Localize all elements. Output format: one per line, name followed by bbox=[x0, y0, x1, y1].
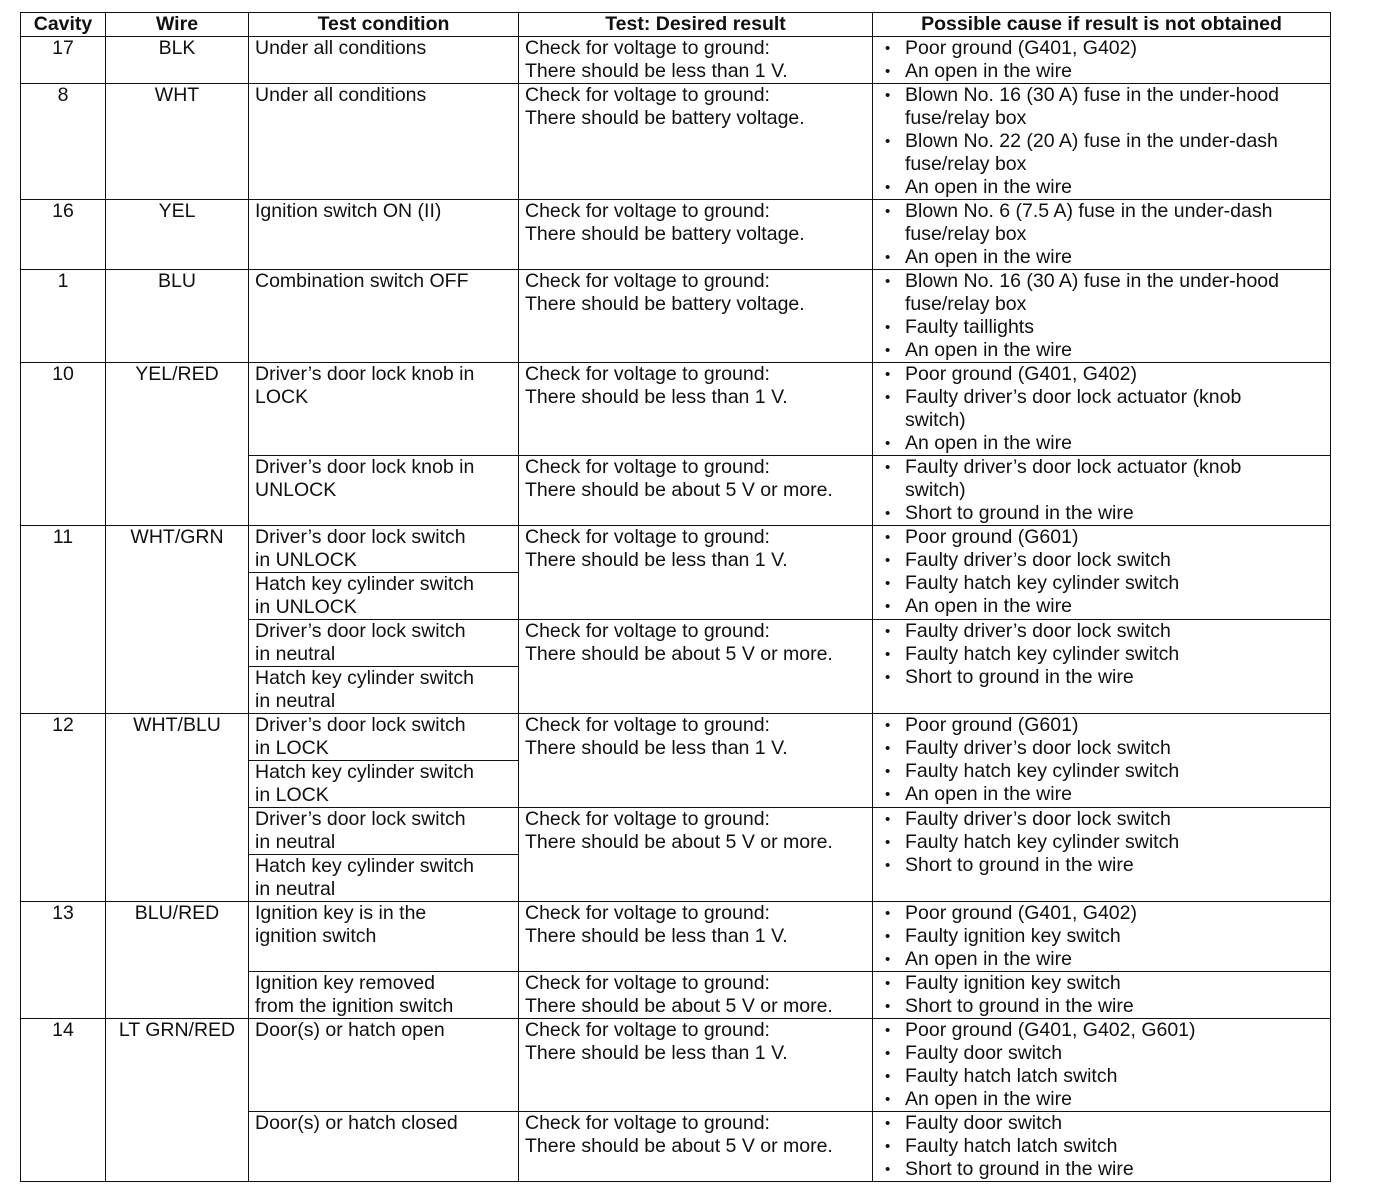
result-line: There should be about 5 V or more. bbox=[525, 831, 833, 853]
list-item bbox=[879, 595, 1324, 618]
result-line: There should be battery voltage. bbox=[525, 223, 805, 245]
condition-line: Hatch key cylinder switch bbox=[255, 761, 474, 783]
wire-color: BLU bbox=[106, 270, 249, 363]
possible-causes bbox=[873, 808, 1331, 902]
result-line: There should be about 5 V or more. bbox=[525, 995, 833, 1017]
table-row bbox=[21, 1019, 1331, 1112]
result-line: There should be less than 1 V. bbox=[525, 386, 788, 408]
test-condition bbox=[249, 363, 519, 456]
possible-causes bbox=[873, 1019, 1331, 1112]
bullet-icon: • bbox=[885, 763, 891, 780]
condition-line: in neutral bbox=[255, 643, 336, 665]
cause-line: Faulty ignition key switch bbox=[905, 972, 1121, 994]
bullet-icon: • bbox=[885, 1161, 891, 1178]
list-item bbox=[879, 176, 1324, 199]
cause-line: Faulty driver’s door lock switch bbox=[905, 620, 1171, 642]
bullet-icon: • bbox=[885, 623, 891, 640]
wire-color: YEL/RED bbox=[106, 363, 249, 526]
cause-line: An open in the wire bbox=[905, 783, 1072, 805]
condition-line: Door(s) or hatch closed bbox=[255, 1112, 458, 1134]
condition-line: in UNLOCK bbox=[255, 549, 357, 571]
desired-result bbox=[519, 363, 873, 456]
condition-line: ignition switch bbox=[255, 925, 377, 947]
possible-causes bbox=[873, 1112, 1331, 1182]
list-item bbox=[879, 130, 1324, 176]
cause-list bbox=[879, 972, 1324, 1018]
bullet-icon: • bbox=[885, 87, 891, 104]
list-item bbox=[879, 386, 1324, 432]
table-row bbox=[21, 84, 1331, 200]
list-item bbox=[879, 666, 1324, 689]
table-row bbox=[21, 714, 1331, 761]
cavity-number: 12 bbox=[21, 714, 106, 902]
list-item bbox=[879, 995, 1324, 1018]
bullet-icon: • bbox=[885, 505, 891, 522]
bullet-icon: • bbox=[885, 203, 891, 220]
cause-line: fuse/relay box bbox=[905, 153, 1027, 175]
test-condition bbox=[249, 200, 519, 270]
result-line: There should be battery voltage. bbox=[525, 293, 805, 315]
bullet-icon: • bbox=[885, 857, 891, 874]
condition-line: in LOCK bbox=[255, 737, 329, 759]
list-item bbox=[879, 643, 1324, 666]
cause-list bbox=[879, 526, 1324, 618]
result-line: Check for voltage to ground: bbox=[525, 1019, 770, 1041]
cause-line: Faulty door switch bbox=[905, 1042, 1063, 1064]
cause-line: switch) bbox=[905, 479, 966, 501]
cause-line: Poor ground (G601) bbox=[905, 714, 1079, 736]
list-item bbox=[879, 339, 1324, 362]
possible-causes bbox=[873, 456, 1331, 526]
result-line: There should be less than 1 V. bbox=[525, 1042, 788, 1064]
table-row bbox=[21, 902, 1331, 972]
list-item bbox=[879, 1019, 1324, 1042]
cause-line: Faulty hatch key cylinder switch bbox=[905, 572, 1180, 594]
cause-line: fuse/relay box bbox=[905, 223, 1027, 245]
test-condition bbox=[249, 620, 519, 667]
cause-list bbox=[879, 200, 1324, 269]
condition-line: Ignition key removed bbox=[255, 972, 435, 994]
list-item bbox=[879, 760, 1324, 783]
result-line: Check for voltage to ground: bbox=[525, 1112, 770, 1134]
cause-list bbox=[879, 363, 1324, 455]
test-condition bbox=[249, 855, 519, 902]
result-line: There should be less than 1 V. bbox=[525, 60, 788, 82]
bullet-icon: • bbox=[885, 179, 891, 196]
possible-causes bbox=[873, 37, 1331, 84]
condition-line: in neutral bbox=[255, 831, 336, 853]
condition-line: from the ignition switch bbox=[255, 995, 454, 1017]
result-line: There should be about 5 V or more. bbox=[525, 1135, 833, 1157]
result-line: There should be less than 1 V. bbox=[525, 737, 788, 759]
header-possible-cause: Possible cause if result is not obtained bbox=[873, 13, 1331, 37]
cause-line: Faulty hatch key cylinder switch bbox=[905, 643, 1180, 665]
result-line: Check for voltage to ground: bbox=[525, 526, 770, 548]
cause-line: An open in the wire bbox=[905, 432, 1072, 454]
bullet-icon: • bbox=[885, 1022, 891, 1039]
cause-line: Blown No. 16 (30 A) fuse in the under-hood bbox=[905, 270, 1279, 292]
list-item bbox=[879, 737, 1324, 760]
table-row bbox=[21, 37, 1331, 84]
bullet-icon: • bbox=[885, 928, 891, 945]
cause-line: An open in the wire bbox=[905, 176, 1072, 198]
list-item bbox=[879, 363, 1324, 386]
desired-result bbox=[519, 620, 873, 714]
wire-color: BLU/RED bbox=[106, 902, 249, 1019]
bullet-icon: • bbox=[885, 435, 891, 452]
bullet-icon: • bbox=[885, 598, 891, 615]
desired-result bbox=[519, 526, 873, 620]
cause-list bbox=[879, 1019, 1324, 1111]
desired-result bbox=[519, 456, 873, 526]
test-condition bbox=[249, 714, 519, 761]
list-item bbox=[879, 1112, 1324, 1135]
cavity-number: 1 bbox=[21, 270, 106, 363]
cause-line: Faulty driver’s door lock actuator (knob bbox=[905, 456, 1242, 478]
result-line: There should be less than 1 V. bbox=[525, 925, 788, 947]
bullet-icon: • bbox=[885, 669, 891, 686]
test-condition bbox=[249, 808, 519, 855]
cause-line: Faulty driver’s door lock switch bbox=[905, 737, 1171, 759]
list-item bbox=[879, 84, 1324, 130]
cause-line: Faulty taillights bbox=[905, 316, 1034, 338]
list-item bbox=[879, 1088, 1324, 1111]
possible-causes bbox=[873, 84, 1331, 200]
cause-line: Short to ground in the wire bbox=[905, 502, 1134, 524]
cause-line: An open in the wire bbox=[905, 948, 1072, 970]
result-line: There should be less than 1 V. bbox=[525, 549, 788, 571]
possible-causes bbox=[873, 200, 1331, 270]
cavity-number: 16 bbox=[21, 200, 106, 270]
cause-line: Poor ground (G401, G402) bbox=[905, 363, 1137, 385]
cause-line: Short to ground in the wire bbox=[905, 1158, 1134, 1180]
condition-line: Under all conditions bbox=[255, 84, 427, 106]
list-item bbox=[879, 831, 1324, 854]
list-item bbox=[879, 783, 1324, 806]
cause-line: Short to ground in the wire bbox=[905, 995, 1134, 1017]
bullet-icon: • bbox=[885, 459, 891, 476]
cause-line: Faulty hatch latch switch bbox=[905, 1065, 1118, 1087]
list-item bbox=[879, 60, 1324, 83]
cavity-number: 17 bbox=[21, 37, 106, 84]
test-condition bbox=[249, 84, 519, 200]
list-item bbox=[879, 246, 1324, 269]
condition-line: in LOCK bbox=[255, 784, 329, 806]
possible-causes bbox=[873, 363, 1331, 456]
bullet-icon: • bbox=[885, 342, 891, 359]
condition-line: Driver’s door lock switch bbox=[255, 714, 466, 736]
list-item bbox=[879, 808, 1324, 831]
cause-list bbox=[879, 456, 1324, 525]
result-line: There should be about 5 V or more. bbox=[525, 643, 833, 665]
bullet-icon: • bbox=[885, 575, 891, 592]
cause-line: An open in the wire bbox=[905, 595, 1072, 617]
bullet-icon: • bbox=[885, 646, 891, 663]
desired-result bbox=[519, 84, 873, 200]
list-item bbox=[879, 1135, 1324, 1158]
result-line: Check for voltage to ground: bbox=[525, 808, 770, 830]
cause-line: An open in the wire bbox=[905, 60, 1072, 82]
bullet-icon: • bbox=[885, 834, 891, 851]
list-item bbox=[879, 549, 1324, 572]
condition-line: UNLOCK bbox=[255, 479, 337, 501]
bullet-icon: • bbox=[885, 998, 891, 1015]
bullet-icon: • bbox=[885, 319, 891, 336]
troubleshooting-table-container bbox=[20, 12, 1330, 1182]
list-item bbox=[879, 526, 1324, 549]
cause-list bbox=[879, 620, 1324, 689]
cause-line: An open in the wire bbox=[905, 1088, 1072, 1110]
list-item bbox=[879, 316, 1324, 339]
result-line: Check for voltage to ground: bbox=[525, 363, 770, 385]
table-header bbox=[21, 13, 1331, 37]
cavity-number: 8 bbox=[21, 84, 106, 200]
bullet-icon: • bbox=[885, 1115, 891, 1132]
cause-line: switch) bbox=[905, 409, 966, 431]
list-item bbox=[879, 200, 1324, 246]
condition-line: Hatch key cylinder switch bbox=[255, 573, 474, 595]
possible-causes bbox=[873, 972, 1331, 1019]
list-item bbox=[879, 972, 1324, 995]
list-item bbox=[879, 1065, 1324, 1088]
list-item bbox=[879, 925, 1324, 948]
condition-line: in UNLOCK bbox=[255, 596, 357, 618]
bullet-icon: • bbox=[885, 905, 891, 922]
condition-line: in neutral bbox=[255, 690, 336, 712]
test-condition bbox=[249, 761, 519, 808]
result-line: There should be about 5 V or more. bbox=[525, 479, 833, 501]
desired-result bbox=[519, 808, 873, 902]
cause-line: Poor ground (G401, G402, G601) bbox=[905, 1019, 1196, 1041]
cause-list bbox=[879, 808, 1324, 877]
list-item bbox=[879, 270, 1324, 316]
cause-line: Short to ground in the wire bbox=[905, 854, 1134, 876]
condition-line: LOCK bbox=[255, 386, 309, 408]
desired-result bbox=[519, 972, 873, 1019]
condition-line: Ignition key is in the bbox=[255, 902, 427, 924]
list-item bbox=[879, 456, 1324, 502]
wire-color: WHT/BLU bbox=[106, 714, 249, 902]
condition-line: Driver’s door lock switch bbox=[255, 808, 466, 830]
wire-color: BLK bbox=[106, 37, 249, 84]
cause-list bbox=[879, 84, 1324, 199]
condition-line: Door(s) or hatch open bbox=[255, 1019, 445, 1041]
bullet-icon: • bbox=[885, 40, 891, 57]
test-condition bbox=[249, 667, 519, 714]
connector-test-table bbox=[20, 12, 1331, 1182]
bullet-icon: • bbox=[885, 273, 891, 290]
list-item bbox=[879, 432, 1324, 455]
cause-line: Poor ground (G601) bbox=[905, 526, 1079, 548]
cause-line: fuse/relay box bbox=[905, 107, 1027, 129]
result-line: Check for voltage to ground: bbox=[525, 84, 770, 106]
bullet-icon: • bbox=[885, 63, 891, 80]
desired-result bbox=[519, 200, 873, 270]
list-item bbox=[879, 572, 1324, 595]
bullet-icon: • bbox=[885, 786, 891, 803]
result-line: Check for voltage to ground: bbox=[525, 620, 770, 642]
list-item bbox=[879, 37, 1324, 60]
cause-list bbox=[879, 270, 1324, 362]
condition-line: in neutral bbox=[255, 878, 336, 900]
bullet-icon: • bbox=[885, 1045, 891, 1062]
cause-line: An open in the wire bbox=[905, 339, 1072, 361]
cavity-number: 10 bbox=[21, 363, 106, 526]
list-item bbox=[879, 1158, 1324, 1181]
test-condition bbox=[249, 573, 519, 620]
cavity-number: 13 bbox=[21, 902, 106, 1019]
list-item bbox=[879, 902, 1324, 925]
bullet-icon: • bbox=[885, 1091, 891, 1108]
bullet-icon: • bbox=[885, 811, 891, 828]
table-row bbox=[21, 363, 1331, 456]
header-cavity: Cavity bbox=[21, 13, 106, 37]
cause-line: Faulty door switch bbox=[905, 1112, 1063, 1134]
result-line: Check for voltage to ground: bbox=[525, 972, 770, 994]
result-line: Check for voltage to ground: bbox=[525, 714, 770, 736]
header-wire: Wire bbox=[106, 13, 249, 37]
cause-line: Blown No. 16 (30 A) fuse in the under-hood bbox=[905, 84, 1279, 106]
condition-line: Under all conditions bbox=[255, 37, 427, 59]
cause-line: Poor ground (G401, G402) bbox=[905, 37, 1137, 59]
result-line: Check for voltage to ground: bbox=[525, 902, 770, 924]
cause-line: Faulty driver’s door lock switch bbox=[905, 808, 1171, 830]
bullet-icon: • bbox=[885, 1138, 891, 1155]
possible-causes bbox=[873, 620, 1331, 714]
desired-result bbox=[519, 37, 873, 84]
wire-color: YEL bbox=[106, 200, 249, 270]
cause-line: Faulty hatch latch switch bbox=[905, 1135, 1118, 1157]
test-condition bbox=[249, 37, 519, 84]
cause-line: Faulty driver’s door lock switch bbox=[905, 549, 1171, 571]
result-line: Check for voltage to ground: bbox=[525, 456, 770, 478]
test-condition bbox=[249, 1112, 519, 1182]
bullet-icon: • bbox=[885, 133, 891, 150]
condition-line: Driver’s door lock switch bbox=[255, 526, 466, 548]
cause-list bbox=[879, 714, 1324, 806]
cavity-number: 14 bbox=[21, 1019, 106, 1182]
bullet-icon: • bbox=[885, 975, 891, 992]
desired-result bbox=[519, 714, 873, 808]
desired-result bbox=[519, 270, 873, 363]
cause-list bbox=[879, 902, 1324, 971]
bullet-icon: • bbox=[885, 389, 891, 406]
cause-line: Faulty hatch key cylinder switch bbox=[905, 831, 1180, 853]
cause-line: Blown No. 22 (20 A) fuse in the under-dash bbox=[905, 130, 1278, 152]
condition-line: Combination switch OFF bbox=[255, 270, 469, 292]
wire-color: WHT/GRN bbox=[106, 526, 249, 714]
test-condition bbox=[249, 902, 519, 972]
header-test-condition: Test condition bbox=[249, 13, 519, 37]
bullet-icon: • bbox=[885, 1068, 891, 1085]
cause-line: fuse/relay box bbox=[905, 293, 1027, 315]
cause-line: Blown No. 6 (7.5 A) fuse in the under-dash bbox=[905, 200, 1273, 222]
possible-causes bbox=[873, 714, 1331, 808]
condition-line: Driver’s door lock knob in bbox=[255, 363, 475, 385]
list-item bbox=[879, 714, 1324, 737]
list-item bbox=[879, 948, 1324, 971]
bullet-icon: • bbox=[885, 740, 891, 757]
result-line: Check for voltage to ground: bbox=[525, 270, 770, 292]
test-condition bbox=[249, 456, 519, 526]
desired-result bbox=[519, 1112, 873, 1182]
condition-line: Hatch key cylinder switch bbox=[255, 667, 474, 689]
cause-line: Faulty hatch key cylinder switch bbox=[905, 760, 1180, 782]
result-line: There should be battery voltage. bbox=[525, 107, 805, 129]
condition-line: Ignition switch ON (II) bbox=[255, 200, 442, 222]
list-item bbox=[879, 1042, 1324, 1065]
possible-causes bbox=[873, 270, 1331, 363]
list-item bbox=[879, 854, 1324, 877]
cause-line: Faulty driver’s door lock actuator (knob bbox=[905, 386, 1242, 408]
condition-line: Driver’s door lock knob in bbox=[255, 456, 475, 478]
bullet-icon: • bbox=[885, 366, 891, 383]
result-line: Check for voltage to ground: bbox=[525, 37, 770, 59]
wire-color: LT GRN/RED bbox=[106, 1019, 249, 1182]
table-body bbox=[21, 37, 1331, 1182]
bullet-icon: • bbox=[885, 717, 891, 734]
cause-line: An open in the wire bbox=[905, 246, 1072, 268]
header-row bbox=[21, 13, 1331, 37]
cause-line: Faulty ignition key switch bbox=[905, 925, 1121, 947]
table-row bbox=[21, 270, 1331, 363]
bullet-icon: • bbox=[885, 529, 891, 546]
desired-result bbox=[519, 902, 873, 972]
result-line: Check for voltage to ground: bbox=[525, 200, 770, 222]
test-condition bbox=[249, 1019, 519, 1112]
table-row bbox=[21, 200, 1331, 270]
test-condition bbox=[249, 270, 519, 363]
cause-line: Poor ground (G401, G402) bbox=[905, 902, 1137, 924]
cavity-number: 11 bbox=[21, 526, 106, 714]
list-item bbox=[879, 502, 1324, 525]
condition-line: Hatch key cylinder switch bbox=[255, 855, 474, 877]
list-item bbox=[879, 620, 1324, 643]
possible-causes bbox=[873, 902, 1331, 972]
bullet-icon: • bbox=[885, 951, 891, 968]
wire-color: WHT bbox=[106, 84, 249, 200]
desired-result bbox=[519, 1019, 873, 1112]
cause-list bbox=[879, 1112, 1324, 1181]
bullet-icon: • bbox=[885, 249, 891, 266]
header-desired-result: Test: Desired result bbox=[519, 13, 873, 37]
possible-causes bbox=[873, 526, 1331, 620]
test-condition bbox=[249, 972, 519, 1019]
table-row bbox=[21, 526, 1331, 573]
cause-list bbox=[879, 37, 1324, 83]
condition-line: Driver’s door lock switch bbox=[255, 620, 466, 642]
test-condition bbox=[249, 526, 519, 573]
cause-line: Short to ground in the wire bbox=[905, 666, 1134, 688]
bullet-icon: • bbox=[885, 552, 891, 569]
